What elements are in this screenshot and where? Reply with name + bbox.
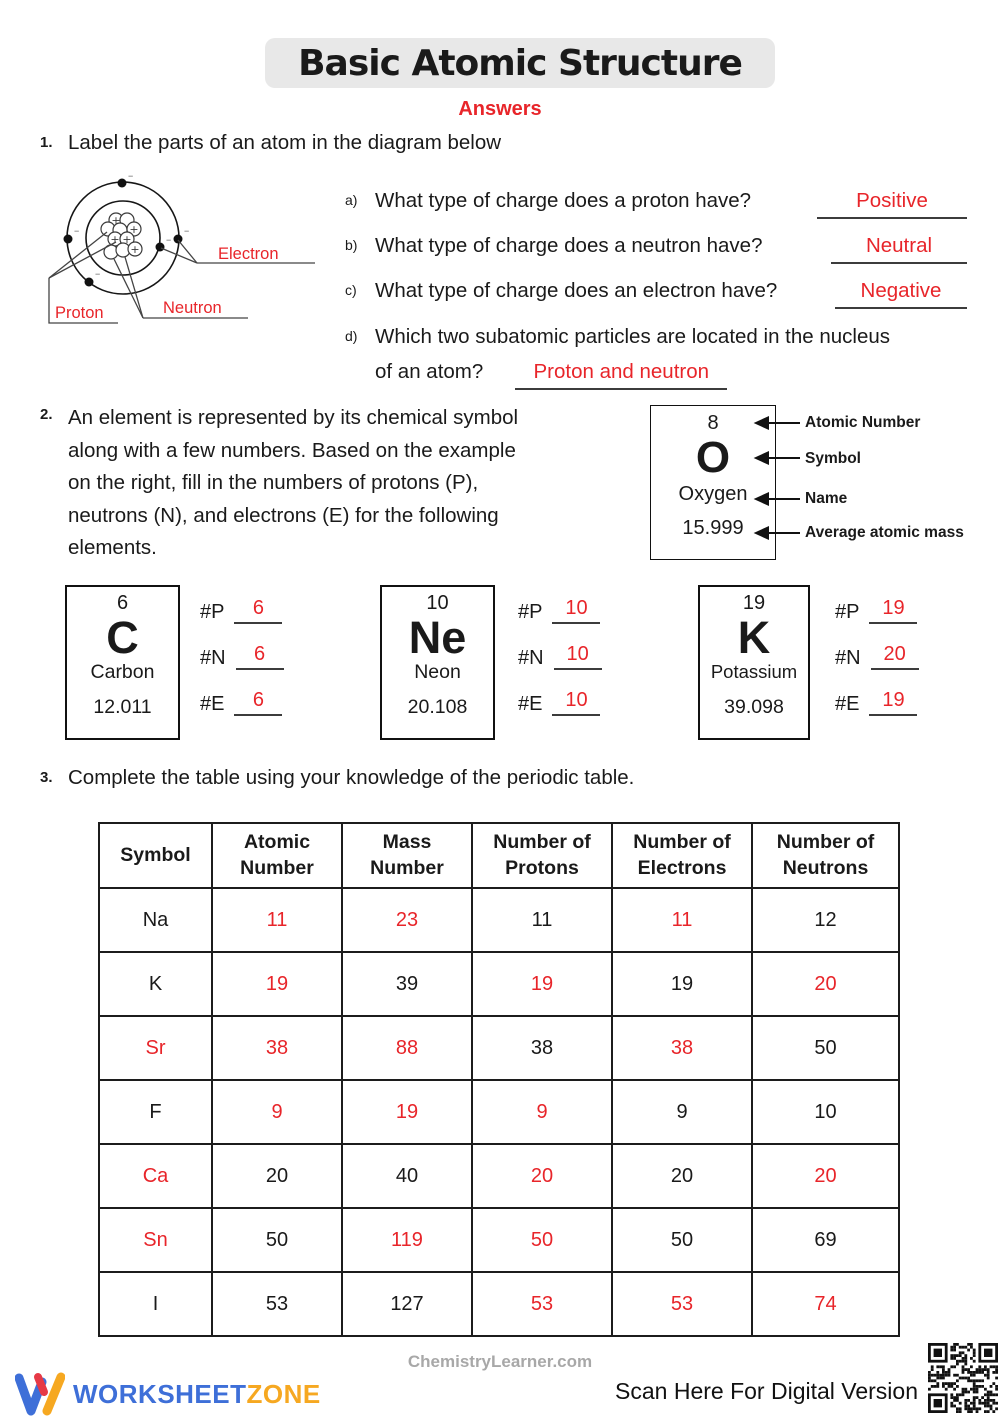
protons-field-label: #P	[835, 601, 860, 623]
table-cell: 23	[342, 888, 472, 952]
protons-field-label: #P	[518, 601, 543, 623]
pne-answers-neon	[518, 585, 602, 736]
question-c-text: What type of charge does an electron have?	[375, 279, 778, 302]
worksheetzone-logo	[15, 1371, 321, 1417]
element-name: Potassium	[710, 661, 798, 682]
pne-answers-potassium	[835, 585, 919, 736]
neutrons-field-label: #N	[200, 647, 226, 669]
q2-prompt-line: along with a few numbers. Based on the example	[68, 438, 516, 462]
question-d-answer: Proton and neutron	[515, 360, 727, 390]
svg-text:+: +	[122, 233, 132, 246]
oxygen-symbol: O	[695, 433, 731, 482]
q3-number: 3.	[40, 769, 53, 786]
table-cell: 88	[342, 1016, 472, 1080]
table-cell: Ca	[99, 1144, 212, 1208]
table-cell: 19	[612, 952, 752, 1016]
q2-prompt	[68, 402, 628, 565]
element-atomic-number: 10	[426, 592, 449, 614]
table-cell: 9	[612, 1080, 752, 1144]
table-cell: 20	[752, 952, 899, 1016]
table-cell: 53	[212, 1272, 342, 1336]
table-cell: 11	[212, 888, 342, 952]
q2-number: 2.	[40, 406, 53, 423]
q2-prompt-line: An element is represented by its chemical symbol	[68, 406, 519, 429]
q1-number: 1.	[40, 134, 53, 151]
table-cell: 19	[342, 1080, 472, 1144]
question-d-text-line1: Which two subatomic particles are located in the nucleus	[375, 325, 891, 348]
element-mass: 12.011	[93, 696, 152, 718]
table-cell: 19	[212, 952, 342, 1016]
question-c	[345, 279, 967, 309]
table-row	[99, 1208, 899, 1272]
oxygen-name: Oxygen	[678, 483, 748, 505]
element-symbol: K	[737, 612, 771, 663]
callout-name: Name	[805, 490, 848, 507]
table-row	[99, 1272, 899, 1336]
electrons-answer: 6	[234, 689, 282, 716]
table-cell: 50	[212, 1208, 342, 1272]
column-header-mass-number: Mass Number	[342, 823, 472, 888]
column-header-atomic-number: Atomic Number	[212, 823, 342, 888]
svg-text:−: −	[128, 171, 134, 181]
electrons-field-label: #E	[200, 693, 225, 715]
table-header-row	[99, 823, 899, 888]
table-cell: 11	[612, 888, 752, 952]
pne-answers-carbon	[200, 585, 284, 736]
svg-text:+: +	[110, 233, 120, 246]
table-row	[99, 952, 899, 1016]
logo-word-zone: ZONE	[246, 1378, 321, 1409]
q1-prompt: Label the parts of an atom in the diagram below	[68, 131, 502, 154]
table-cell: 127	[342, 1272, 472, 1336]
protons-answer: 19	[869, 597, 917, 624]
column-header-symbol: Symbol	[99, 823, 212, 888]
callout-atomic-number: Atomic Number	[805, 414, 921, 431]
scan-instruction: Scan Here For Digital Version	[615, 1378, 918, 1404]
question-d-text-line2: of an atom?	[375, 360, 484, 383]
q2-prompt-line: on the right, fill in the numbers of protons (P),	[68, 471, 479, 494]
q3-prompt: Complete the table using your knowledge of the periodic table.	[68, 766, 635, 789]
svg-text:+: +	[111, 214, 121, 227]
element-card-neon	[380, 585, 495, 740]
electron-label: Electron	[218, 245, 279, 263]
neutrons-field-label: #N	[835, 647, 861, 669]
table-cell: K	[99, 952, 212, 1016]
table-cell: 10	[752, 1080, 899, 1144]
periodic-table-exercise	[98, 822, 900, 1337]
page-title	[265, 38, 775, 88]
q2-prompt-line: elements.	[68, 536, 157, 559]
logo-word-worksheet: WORKSHEET	[73, 1378, 247, 1409]
element-symbol: Ne	[408, 612, 467, 663]
question-b-answer: Neutral	[831, 234, 967, 264]
table-cell: 38	[472, 1016, 612, 1080]
table-cell: 40	[342, 1144, 472, 1208]
table-cell: 11	[472, 888, 612, 952]
element-name: Carbon	[90, 661, 155, 683]
svg-text:−: −	[166, 235, 172, 245]
table-cell: 38	[212, 1016, 342, 1080]
table-cell: 19	[472, 952, 612, 1016]
element-mass: 39.098	[724, 696, 784, 718]
table-cell: 9	[472, 1080, 612, 1144]
neutrons-answer: 6	[236, 643, 284, 670]
table-row	[99, 888, 899, 952]
table-cell: 50	[472, 1208, 612, 1272]
question-a	[345, 189, 967, 219]
element-atomic-number: 6	[116, 592, 129, 614]
table-row	[99, 1016, 899, 1080]
electrons-answer: 10	[552, 689, 600, 716]
question-b	[345, 234, 967, 264]
column-header-neutrons: Number of Neutrons	[752, 823, 899, 888]
table-cell: 119	[342, 1208, 472, 1272]
qr-code	[928, 1343, 998, 1413]
neutron-label: Neutron	[163, 299, 222, 317]
table-cell: 20	[612, 1144, 752, 1208]
neutrons-field-label: #N	[518, 647, 544, 669]
question-a-answer: Positive	[817, 189, 967, 219]
site-credit: ChemistryLearner.com	[407, 1352, 593, 1371]
element-atomic-number: 19	[742, 592, 766, 614]
table-cell: 53	[612, 1272, 752, 1336]
electrons-field-label: #E	[835, 693, 860, 715]
electrons-field-label: #E	[518, 693, 543, 715]
callout-symbol: Symbol	[805, 450, 861, 467]
table-cell: I	[99, 1272, 212, 1336]
protons-answer: 6	[234, 597, 282, 624]
svg-text:−: −	[184, 226, 190, 236]
element-card-potassium	[698, 585, 810, 740]
column-header-protons: Number of Protons	[472, 823, 612, 888]
svg-text:+: +	[129, 223, 139, 236]
svg-text:+: +	[130, 243, 140, 256]
table-cell: Na	[99, 888, 212, 952]
oxygen-atomic-number: 8	[707, 412, 719, 434]
table-row	[99, 1080, 899, 1144]
callout-arrows	[750, 405, 810, 555]
table-cell: 39	[342, 952, 472, 1016]
table-cell: F	[99, 1080, 212, 1144]
electrons-answer: 19	[869, 689, 917, 716]
element-symbol: C	[106, 612, 139, 663]
neutrons-answer: 10	[554, 643, 602, 670]
proton-label: Proton	[55, 304, 104, 322]
table-cell: 38	[612, 1016, 752, 1080]
question-d-label: d)	[345, 328, 358, 344]
table-cell: 20	[752, 1144, 899, 1208]
question-a-text: What type of charge does a proton have?	[375, 189, 752, 212]
table-cell: 69	[752, 1208, 899, 1272]
column-header-electrons: Number of Electrons	[612, 823, 752, 888]
worksheetzone-w-icon	[15, 1371, 65, 1417]
question-a-label: a)	[345, 192, 358, 208]
table-cell: 12	[752, 888, 899, 952]
callout-average-atomic-mass: Average atomic mass	[805, 524, 964, 541]
neutrons-answer: 20	[871, 643, 919, 670]
table-cell: 53	[472, 1272, 612, 1336]
page-title-text: Basic Atomic Structure	[298, 42, 742, 84]
protons-answer: 10	[552, 597, 600, 624]
table-cell: 50	[752, 1016, 899, 1080]
table-cell: 74	[752, 1272, 899, 1336]
question-c-label: c)	[345, 282, 357, 298]
question-c-answer: Negative	[835, 279, 967, 309]
question-b-label: b)	[345, 237, 358, 253]
oxygen-mass: 15.999	[682, 517, 744, 539]
table-cell: Sr	[99, 1016, 212, 1080]
element-card-carbon	[65, 585, 180, 740]
table-cell: 20	[212, 1144, 342, 1208]
table-cell: 50	[612, 1208, 752, 1272]
table-cell: Sn	[99, 1208, 212, 1272]
element-mass: 20.108	[407, 696, 468, 718]
question-b-text: What type of charge does a neutron have?	[375, 234, 763, 257]
q2-prompt-line: neutrons (N), and electrons (E) for the following	[68, 503, 499, 527]
table-row	[99, 1144, 899, 1208]
answers-subtitle: Answers	[458, 98, 542, 120]
svg-text:−: −	[74, 226, 80, 236]
table-cell: 9	[212, 1080, 342, 1144]
element-name: Neon	[414, 661, 461, 683]
svg-text:−: −	[95, 269, 101, 279]
question-d	[345, 325, 985, 390]
table-cell: 20	[472, 1144, 612, 1208]
protons-field-label: #P	[200, 601, 225, 623]
